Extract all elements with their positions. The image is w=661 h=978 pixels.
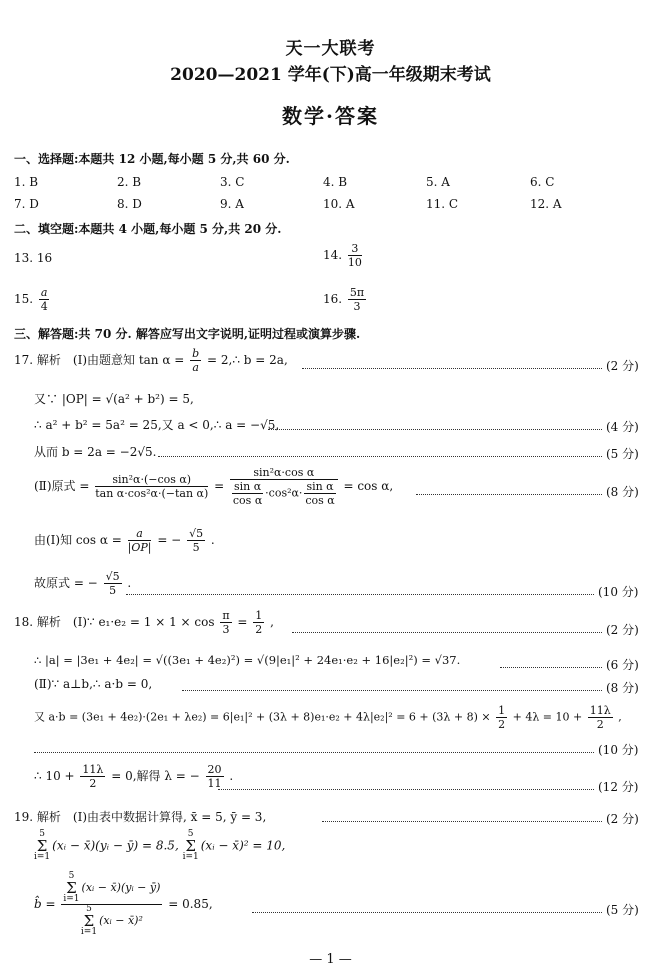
q17-line-3: ∴ a² + b² = 5a² = 25,又 a < 0,∴ a = −√5, [34, 418, 280, 432]
q17-points-1: (2 分) [606, 359, 639, 373]
q17-points-5: (10 分) [598, 585, 639, 599]
answer-15: 15. $\frac{a}{4}$ [14, 286, 48, 313]
q17-points-4: (8 分) [606, 485, 639, 499]
q19-line-1: 19. 解析 (Ⅰ)由表中数据计算得, x̄ = 5, ȳ = 3, [14, 810, 267, 824]
fraction: $\frac{11\lambda}{2}$ [82, 763, 104, 790]
dot-leader [252, 912, 602, 913]
q18-points-4: (10 分) [598, 743, 639, 757]
dot-leader [416, 494, 602, 495]
fraction: $\frac{1}{2}$ [498, 704, 506, 731]
dot-leader [126, 594, 594, 595]
q18-line-4: 又 a·b = (3e₁ + 4e₂)·(2e₁ + λe₂) = 6|e₁|² + (3λ + 8)e₁·e₂ + 4λ|e₂|² = 6 + (3λ + 8) × $\frac{1}{2}$ + 4λ = 10 + $\frac{11\lambda}{2}$ , [34, 704, 622, 731]
dot-leader [302, 368, 602, 369]
dot-leader [158, 456, 602, 457]
fraction: $\frac{11\lambda}{2}$ [589, 704, 611, 731]
answer-10: 10. A [323, 197, 355, 211]
exam-title: 2020—2021 学年(下)高一年级期末考试 [170, 65, 491, 85]
fraction: $\frac{20}{11}$ [207, 763, 222, 790]
q19-points-2: (5 分) [606, 903, 639, 917]
sum-symbol: 5 Σ i=1 [80, 904, 98, 937]
section-2-heading: 二、填空题:本题共 4 小题,每小题 5 分,共 20 分. [14, 222, 282, 236]
q18-line-1: 18. 解析 (Ⅰ)∵ e₁·e₂ = 1 × 1 × cos $\frac{\pi}{3}$ = $\frac{1}{2}$ , [14, 609, 274, 636]
q18-points-1: (2 分) [606, 623, 639, 637]
fraction: $\frac{√5}{5}$ [189, 527, 204, 554]
section-1-heading: 一、选择题:本题共 12 小题,每小题 5 分,共 60 分. [14, 152, 290, 166]
q17-points-2: (4 分) [606, 420, 639, 434]
fraction: $\frac{a}{4}$ [40, 286, 48, 313]
fraction: $\frac{3}{10}$ [347, 242, 362, 269]
answer-11: 11. C [426, 197, 459, 211]
answer-2: 2. B [117, 175, 142, 189]
q17-line-4: 从而 b = 2a = −2√5. [34, 445, 157, 459]
dot-leader [322, 821, 602, 822]
q17-line-5: (Ⅱ)原式 = $\frac{\text{sin²α·(−cos α)}}{\text{tan α·cos²α·(−tan α)}}$ = sin²α·cos α $\frac{\text{sin α}}{\text{cos α}}$ ·cos²α· $\frac{\text{sin α}}{\text{cos α}}$ = cos α, [34, 466, 394, 507]
answer-5: 5. A [426, 175, 450, 189]
fraction: $\frac{5\pi}{3}$ [349, 286, 365, 313]
q19-line-3: b̂ = 5 Σ i=1(xᵢ − x̄)(yᵢ − ȳ) 5 Σ i=1(xᵢ − x̄)² = 0.85, [34, 871, 213, 937]
page-number: — 1 — [309, 952, 352, 967]
answer-14: 14. $\frac{3}{10}$ [323, 242, 362, 269]
q19-points-1: (2 分) [606, 812, 639, 826]
fraction: $\frac{\text{sin α}}{\text{cos α}}$ [305, 480, 335, 507]
answer-1: 1. B [14, 175, 39, 189]
answer-4: 4. B [323, 175, 348, 189]
q18-points-2: (6 分) [606, 658, 639, 672]
answer-13: 13. 16 [14, 251, 53, 265]
answer-6: 6. C [530, 175, 555, 189]
dot-leader [182, 690, 602, 691]
answer-title: 数学·答案 [282, 104, 379, 128]
q18-points-5: (12 分) [598, 780, 639, 794]
answer-16: 16. $\frac{5\pi}{3}$ [323, 286, 365, 313]
q18-line-5: ∴ 10 + $\frac{11\lambda}{2}$ = 0,解得 λ = − $\frac{20}{11}$ . [34, 763, 234, 790]
fraction: $\frac{\text{sin²α·(−cos α)}}{\text{tan α·cos²α·(−tan α)}}$ [95, 473, 209, 500]
q18-line-2: ∴ |a| = |3e₁ + 4e₂| = √((3e₁ + 4e₂)²) = √(9|e₁|² + 24e₁·e₂ + 16|e₂|²) = √37. [34, 653, 461, 667]
fraction: $\frac{\text{sin α}}{\text{cos α}}$ [232, 480, 263, 507]
q17-line-7: 故原式 = − $\frac{√5}{5}$ . [34, 570, 132, 597]
q19-line-2: 5 Σ i=1(xᵢ − x̄)(yᵢ − ȳ) = 8.5, 5 Σ i=1(xᵢ − x̄)² = 10, [34, 829, 286, 862]
answer-9: 9. A [220, 197, 244, 211]
answer-3: 3. C [220, 175, 245, 189]
fraction: $\frac{\pi}{3}$ [222, 609, 230, 636]
dot-leader [292, 632, 602, 633]
fraction: $\frac{a}{|OP|}$ [127, 527, 152, 554]
dot-leader [500, 667, 602, 668]
answer-7: 7. D [14, 197, 39, 211]
exam-org-title: 天一大联考 [285, 39, 376, 59]
q17-line-6: 由(Ⅰ)知 cos α = $\frac{a}{|OP|}$ = − $\frac{√5}{5}$ . [34, 527, 215, 554]
fraction: $\frac{b}{a}$ [192, 347, 200, 374]
answer-12: 12. A [530, 197, 562, 211]
q17-points-3: (5 分) [606, 447, 639, 461]
dot-leader [34, 752, 594, 753]
q17-line-1: 17. 解析 (Ⅰ)由题意知 tan α = $\frac{b}{a}$ = 2,∴ b = 2a, [14, 347, 288, 374]
fraction: $\frac{√5}{5}$ [105, 570, 120, 597]
sum-symbol: 5 Σ i=1 [182, 829, 199, 862]
fraction: $\frac{1}{2}$ [255, 609, 263, 636]
dot-leader [268, 429, 602, 430]
fraction: sin²α·cos α $\frac{\text{sin α}}{\text{cos α}}$ ·cos²α· $\frac{\text{sin α}}{\text{cos α}}$ [230, 466, 338, 507]
sum-symbol: 5 Σ i=1 [63, 871, 80, 904]
q18-points-3: (8 分) [606, 681, 639, 695]
q17-line-2: 又∵ |OP| = √(a² + b²) = 5, [34, 392, 194, 406]
dot-leader [218, 789, 594, 790]
q18-line-3: (Ⅱ)∵ a⊥b,∴ a·b = 0, [34, 677, 153, 691]
answer-8: 8. D [117, 197, 142, 211]
sum-symbol: 5 Σ i=1 [34, 829, 51, 862]
fraction: 5 Σ i=1(xᵢ − x̄)(yᵢ − ȳ) 5 Σ i=1(xᵢ − x̄)² [63, 871, 161, 937]
section-3-heading: 三、解答题:共 70 分. 解答应写出文字说明,证明过程或演算步骤. [14, 327, 361, 341]
